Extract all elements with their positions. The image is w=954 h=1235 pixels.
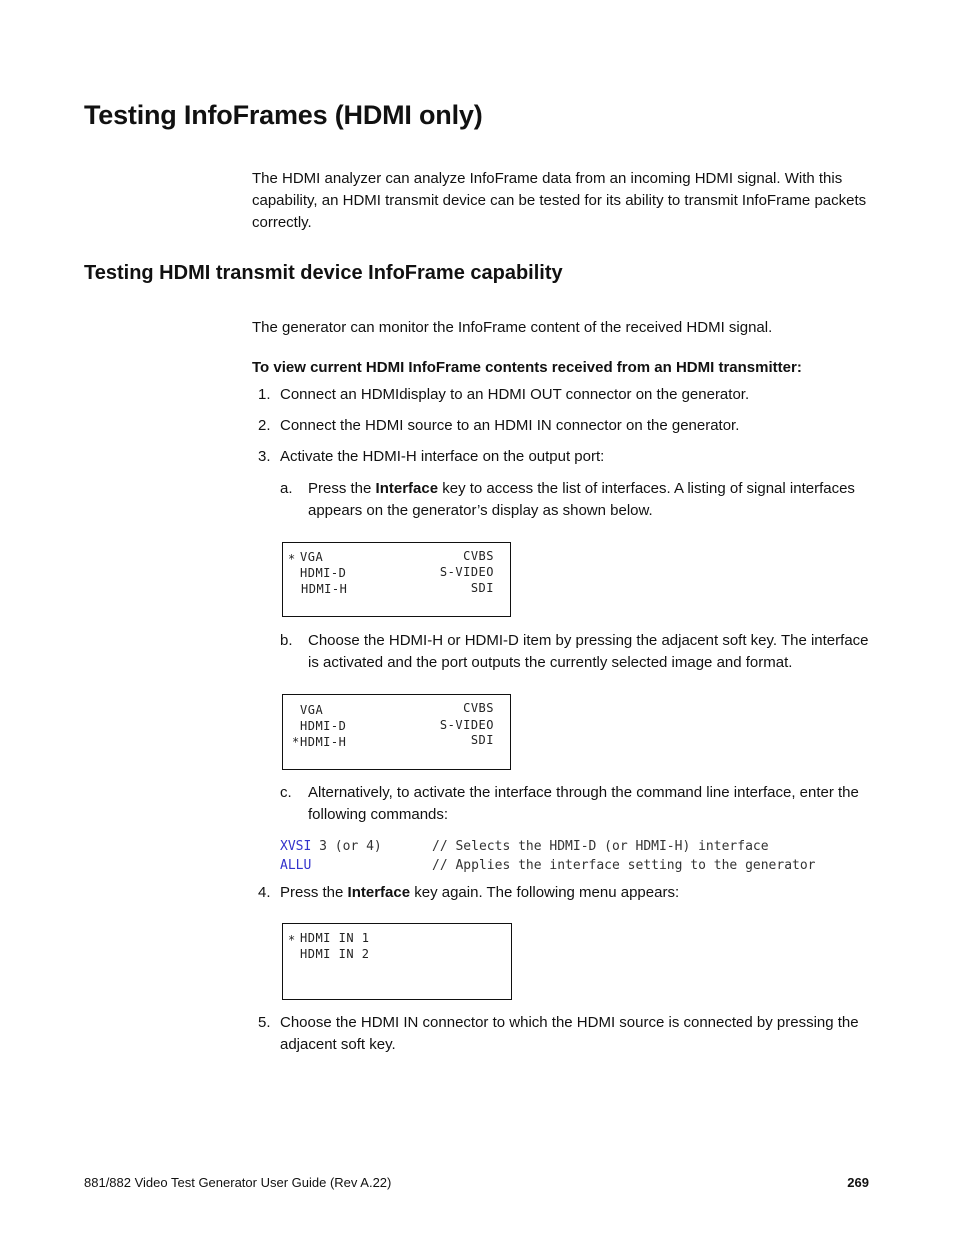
display-item: SDI [470,733,494,747]
generator-display-interfaces-selected [282,694,511,770]
footer-document-title: 881/882 Video Test Generator User Guide (Rev A.22) [84,1175,392,1190]
display-item: S-VIDEO [439,718,494,732]
display-item: VGA [300,703,324,717]
section-paragraph: The generator can monitor the InfoFrame content of the received HDMI signal. [252,319,773,336]
step-number: 3. [258,448,271,465]
section-heading: Testing HDMI transmit device InfoFrame capability [84,262,563,284]
generator-display-interfaces [282,542,511,617]
display-item: CVBS [463,549,494,563]
display-item: CVBS [463,701,494,715]
substep-text: Press the Interface key to access the list of interfaces. A listing of signal interfaces appears on the generator’s display as shown below. [308,480,855,519]
display-item: SDI [470,581,494,595]
step-text: Connect the HDMI source to an HDMI IN connector on the generator. [280,417,740,434]
intro-paragraph: The HDMI analyzer can analyze InfoFrame data from an incoming HDMI signal. With this capability, an HDMI transmit device can be tested for its ability to transmit InfoFrame packets correctly. [252,170,867,231]
step-number: 4. [258,884,271,901]
generator-display-hdmi-inputs [282,923,512,1000]
step-text: Choose the HDMI IN connector to which the HDMI source is connected by pressing the adjacent soft key. [280,1014,859,1053]
command-keyword: XVSI [280,839,312,854]
step-text: Activate the HDMI-H interface on the output port: [280,448,605,465]
procedure-title: To view current HDMI InfoFrame contents received from an HDMI transmitter: [252,359,802,376]
command-keyword: ALLU [280,858,312,873]
display-item: HDMI-H [301,582,348,596]
display-item: HDMI IN 2 [300,947,370,961]
step-number: 5. [258,1014,271,1031]
step-number: 1. [258,386,271,403]
step-text: Press the Interface key again. The following menu appears: [280,884,680,901]
substep-letter: b. [280,632,293,649]
selection-marker: * [288,933,296,947]
display-item: HDMI-D [300,566,347,580]
command-comment: // Selects the HDMI-D (or HDMI-H) interface [432,839,769,854]
display-item: HDMI-H [300,735,347,749]
page-title: Testing InfoFrames (HDMI only) [84,100,483,130]
page-number: 269 [847,1175,869,1190]
substep-letter: c. [280,784,292,801]
selection-marker: * [288,552,296,566]
command-args: 3 (or 4) [311,839,382,854]
display-item: HDMI IN 1 [300,931,370,945]
step-text: Connect an HDMIdisplay to an HDMI OUT connector on the generator. [280,386,750,403]
substep-letter: a. [280,480,293,497]
substep-text: Choose the HDMI-H or HDMI-D item by pressing the adjacent soft key. The interface is activated and the port outputs the currently selected image and format. [308,632,869,671]
substep-text: Alternatively, to activate the interface through the command line interface, enter the following commands: [308,784,859,823]
step-number: 2. [258,417,271,434]
command-line [280,858,311,873]
display-item: HDMI-D [300,719,347,733]
command-line [280,839,382,854]
display-item: VGA [300,550,324,564]
selection-marker: * [292,735,300,749]
display-item: S-VIDEO [439,565,494,579]
command-comment: // Applies the interface setting to the generator [432,858,816,873]
